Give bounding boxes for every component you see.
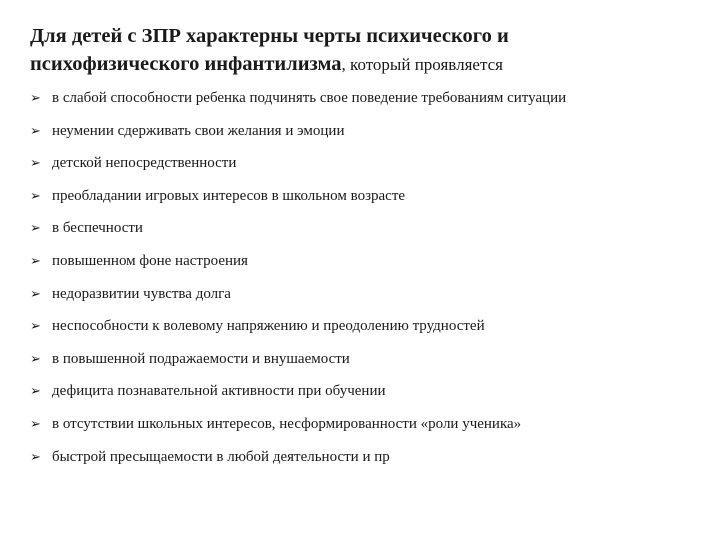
arrow-bullet-icon: ➢ [30,188,41,204]
list-item-text: неумении сдерживать свои желания и эмоции [52,122,345,139]
list-item-text: преобладании игровых интересов в школьном возрасте [52,187,406,204]
arrow-bullet-icon: ➢ [30,384,41,400]
arrow-bullet-icon: ➢ [30,319,41,335]
list-item [30,316,710,349]
arrow-bullet-icon: ➢ [30,416,41,432]
list-item [30,284,710,317]
list-item-text: детской непосредственности [52,155,237,172]
list-item [30,88,710,121]
list-item [30,381,710,414]
list-item [30,153,710,186]
arrow-bullet-icon: ➢ [30,449,41,465]
list-item-text: в беспечности [52,220,143,237]
arrow-bullet-icon: ➢ [30,286,41,302]
list-item-text: быстрой пресыщаемости в любой деятельности и пр [52,448,390,465]
page-title [30,22,700,79]
list-item-text: в отсутствии школьных интересов, несформированности «роли ученика» [52,415,522,432]
list-item-text: в слабой способности ребенка подчинять свое поведение требованиям ситуации [52,90,567,106]
title-tail: , который проявляется [341,55,503,74]
arrow-bullet-icon: ➢ [30,156,41,172]
list-item [30,121,710,154]
arrow-bullet-icon: ➢ [30,221,41,237]
list-item [30,349,710,382]
list-item [30,414,710,447]
list-item-text: неспособности к волевому напряжению и преодолению трудностей [52,318,485,335]
list-item [30,251,710,284]
arrow-bullet-icon: ➢ [30,123,41,139]
list-item-text: повышенном фоне настроения [52,252,248,269]
list-item [30,218,710,251]
list-item [30,186,710,219]
title-line-2: психофизического инфантилизма [30,53,342,75]
list-item [30,447,710,480]
bullet-list [30,88,710,479]
arrow-bullet-icon: ➢ [30,253,41,269]
list-item-text: дефицита познавательной активности при обучении [52,383,386,400]
arrow-bullet-icon: ➢ [30,91,41,106]
arrow-bullet-icon: ➢ [30,351,41,367]
list-item-text: в повышенной подражаемости и внушаемости [52,350,350,367]
list-item-text: недоразвитии чувства долга [52,285,231,302]
title-line-1: Для детей с ЗПР характерны черты психического и [30,25,509,47]
